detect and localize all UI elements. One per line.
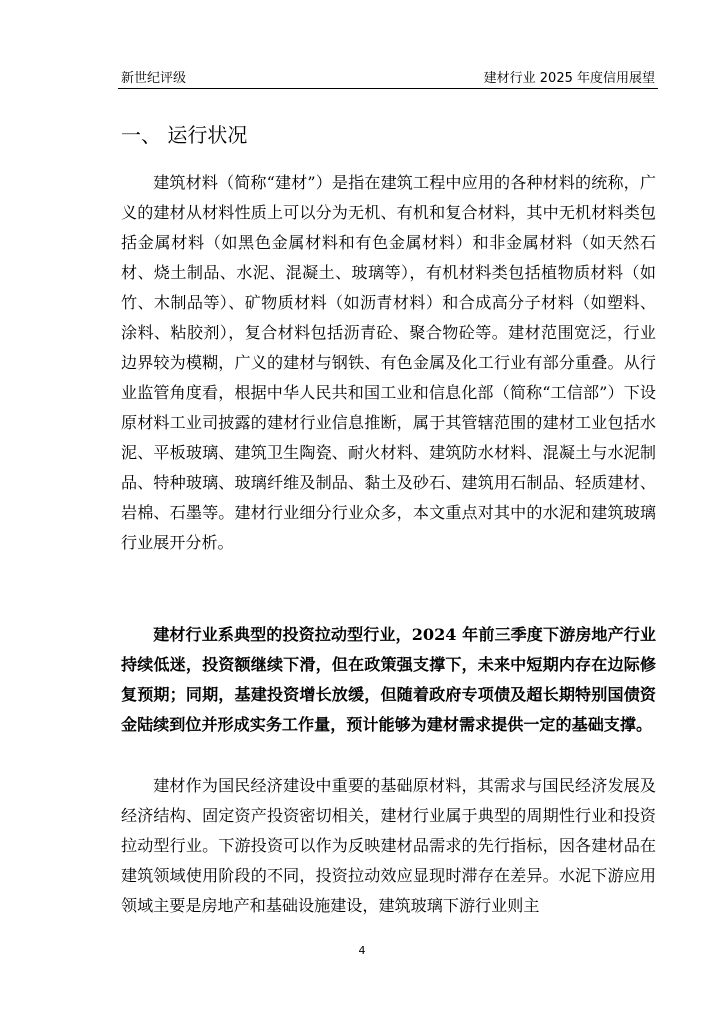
paragraph-intro: 建筑材料（简称“建材”）是指在建筑工程中应用的各种材料的统称，广义的建材从材料性质上可以分为无机、有机和复合材料，其中无机材料类包括金属材料（如黑色金属材料和有色金属材料）和非金属材料（如天然石材、烧土制品、水泥、混凝土、玻璃等），有机材料类包括植物质材料（如竹、木制品等）、矿物质材料（如沥青材料）和合成高分子材料（如塑料、涂料、粘胶剂），复合材料包括沥青砼、聚合物砼等。建材范围宽泛，行业边界较为模糊，广义的建材与钢铁、有色金属及化工行业有部分重叠。从行业监管角度看，根据中华人民共和国工业和信息化部（简称“工信部”）下设原材料工业司披露的建材行业信息推断，属于其管辖范围的建材工业包括水泥、平板玻璃、建筑卫生陶瓷、耐火材料、建筑防水材料、混凝土与水泥制品、特种玻璃、玻璃纤维及制品、黏土及砂石、建筑用石制品、轻质建材、岩棉、石墨等。建材行业细分行业众多，本文重点对其中的水泥和建筑玻璃行业展开分析。: [121, 173, 656, 552]
header-divider: [118, 88, 658, 89]
paragraph-demand-analysis: 建材作为国民经济建设中重要的基础原材料，其需求与国民经济发展及经济结构、固定资产投资密切相关，建材行业属于典型的周期性行业和投资拉动型行业。下游投资可以作为反映建材品需求的先行指标，因各建材品在建筑领域使用阶段的不同，投资拉动效应显现时滞存在差异。水泥下游应用领域主要是房地产和基础设施建设，建筑玻璃下游行业则主: [121, 776, 656, 915]
header-report-title: 建材行业 2025 年度信用展望: [483, 71, 655, 86]
section-heading: 一、 运行状况: [121, 123, 248, 147]
page-number: 4: [358, 944, 366, 957]
paragraph-key-summary: 建材行业系典型的投资拉动型行业，2024 年前三季度下游房地产行业持续低迷，投资额继续下滑，但在政策强支撑下，未来中短期内存在边际修复预期；同期，基建投资增长放缓，但随着政府专项债及超长期特别国债资金陆续到位并形成实务工作量，预计能够为建材需求提供一定的基础支撑。: [121, 625, 656, 734]
header-org-name: 新世纪评级: [121, 71, 187, 86]
